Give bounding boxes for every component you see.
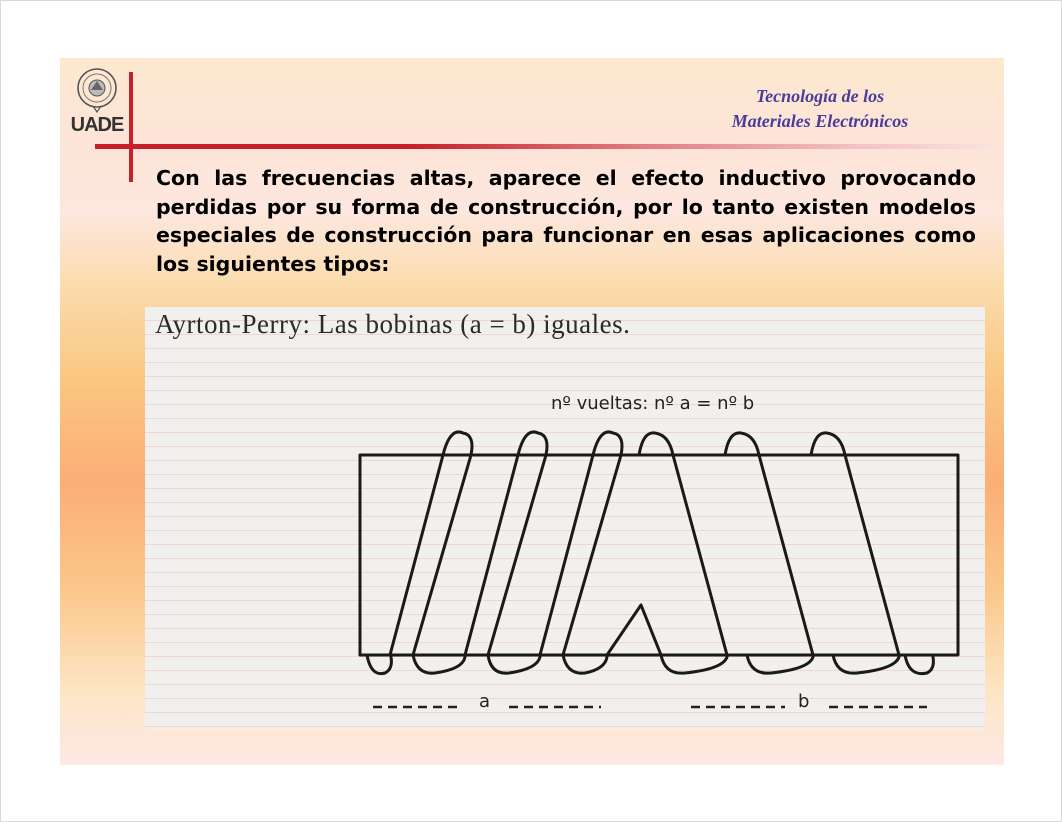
slide	[60, 58, 1004, 765]
red-horizontal-bar	[95, 144, 995, 149]
winding-a-turn	[465, 432, 547, 655]
winding-a-turn	[390, 432, 472, 655]
winding-a-label: a	[479, 691, 491, 712]
winding-b-turn	[725, 433, 813, 655]
figure-caption: Ayrton-Perry: Las bobinas (a = b) iguales.	[155, 309, 631, 339]
red-vertical-bar	[129, 72, 133, 182]
winding-b-turn	[639, 433, 727, 655]
ayrton-perry-coil-drawing	[145, 307, 985, 729]
bottom-loop	[661, 655, 727, 673]
header-title-line2: Materiales Electrónicos	[731, 111, 909, 131]
uade-logo	[70, 66, 124, 138]
bottom-loop	[488, 655, 540, 673]
winding-junction	[607, 605, 661, 655]
bottom-loop	[413, 655, 465, 673]
body-paragraph: Con las frecuencias altas, aparece el efecto inductivo provocando perdidas por su forma de construcción, por lo tanto existen modelos especiales de construcción para funcionar en esas aplicaciones como los siguientes tipos:	[156, 166, 976, 276]
header-title	[670, 84, 970, 134]
logo-text: UADE	[70, 114, 124, 136]
bottom-loop	[563, 655, 607, 673]
winding-b-turn	[811, 433, 899, 655]
winding-b-label: b	[798, 691, 810, 712]
header-title-line1: Tecnología de los	[755, 86, 885, 106]
bottom-loop	[833, 655, 899, 673]
coil-figure	[145, 307, 985, 729]
bottom-loop	[367, 655, 391, 674]
bottom-loop	[905, 655, 933, 674]
turns-label: nº vueltas: nº a = nº b	[551, 393, 755, 414]
coil-core	[360, 455, 958, 655]
university-seal-icon	[70, 66, 124, 114]
bottom-loop	[747, 655, 813, 673]
winding-a-turn	[540, 432, 622, 655]
